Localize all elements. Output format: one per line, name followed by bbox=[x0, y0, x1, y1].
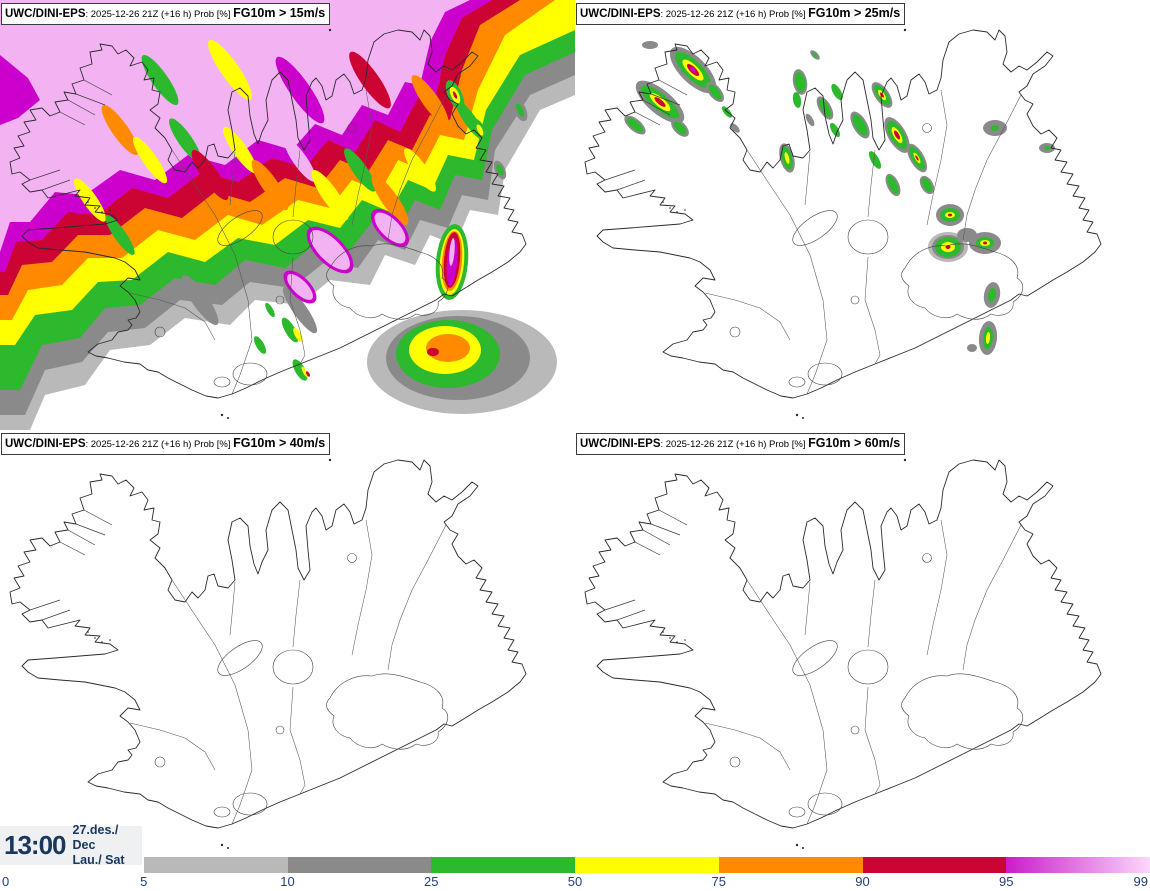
legend-segment-10-25 bbox=[288, 857, 432, 873]
iceland-map-fg40 bbox=[0, 430, 575, 860]
run-info: : 2025-12-26 21Z (+16 h) Prob [%] bbox=[660, 9, 809, 20]
panel-fg60 bbox=[575, 430, 1150, 856]
legend-tick-75: 75 bbox=[711, 874, 726, 889]
legend-segment-5-10 bbox=[144, 857, 288, 873]
legend-segment-95-99 bbox=[1006, 857, 1150, 873]
valid-date-line1: 27.des./ Dec bbox=[72, 823, 119, 852]
panel-fg25 bbox=[575, 0, 1150, 426]
legend-segment-90-95 bbox=[863, 857, 1007, 873]
legend-tick-25: 25 bbox=[424, 874, 439, 889]
legend-segment-50-75 bbox=[575, 857, 719, 873]
panel-fg40 bbox=[0, 430, 575, 856]
legend-tick-50: 50 bbox=[567, 874, 583, 889]
model-name: UWC/DINI-EPS bbox=[5, 438, 86, 450]
iceland-map-fg15 bbox=[0, 0, 575, 430]
legend-tick-0: 0 bbox=[2, 874, 10, 889]
threshold-label: FG10m > 15m/s bbox=[233, 6, 326, 20]
legend-tick-10: 10 bbox=[280, 874, 295, 889]
panel-fg15 bbox=[0, 0, 575, 426]
run-info: : 2025-12-26 21Z (+16 h) Prob [%] bbox=[660, 439, 809, 450]
model-name: UWC/DINI-EPS bbox=[5, 8, 86, 20]
panel-title-fg40 bbox=[1, 433, 330, 455]
threshold-label: FG10m > 40m/s bbox=[233, 436, 326, 450]
iceland-map-fg60 bbox=[575, 430, 1150, 860]
probability-legend bbox=[0, 857, 1150, 891]
run-info: : 2025-12-26 21Z (+16 h) Prob [%] bbox=[85, 439, 234, 450]
model-name: UWC/DINI-EPS bbox=[580, 438, 661, 450]
iceland-map-fg25 bbox=[575, 0, 1150, 430]
model-name: UWC/DINI-EPS bbox=[580, 8, 661, 20]
valid-time: 13:00 bbox=[4, 830, 66, 860]
legend-tick-95: 95 bbox=[999, 874, 1014, 889]
threshold-label: FG10m > 25m/s bbox=[808, 6, 901, 20]
run-info: : 2025-12-26 21Z (+16 h) Prob [%] bbox=[85, 9, 234, 20]
probability-field-fg15 bbox=[0, 0, 575, 430]
valid-date-line2: Lau./ Sat bbox=[72, 853, 125, 867]
legend-segment-0-5 bbox=[0, 857, 144, 873]
panel-title-fg60 bbox=[576, 433, 905, 455]
legend-segment-25-50 bbox=[431, 857, 575, 873]
legend-segment-75-90 bbox=[719, 857, 863, 873]
panel-title-fg25 bbox=[576, 3, 905, 25]
probability-field-fg25 bbox=[621, 40, 1055, 356]
threshold-label: FG10m > 60m/s bbox=[808, 436, 901, 450]
legend-tick-90: 90 bbox=[855, 874, 870, 889]
panel-title-fg15 bbox=[1, 3, 330, 25]
legend-tick-99: 99 bbox=[1133, 874, 1148, 889]
legend-colorbar bbox=[0, 857, 1150, 873]
legend-tick-5: 5 bbox=[140, 874, 148, 889]
